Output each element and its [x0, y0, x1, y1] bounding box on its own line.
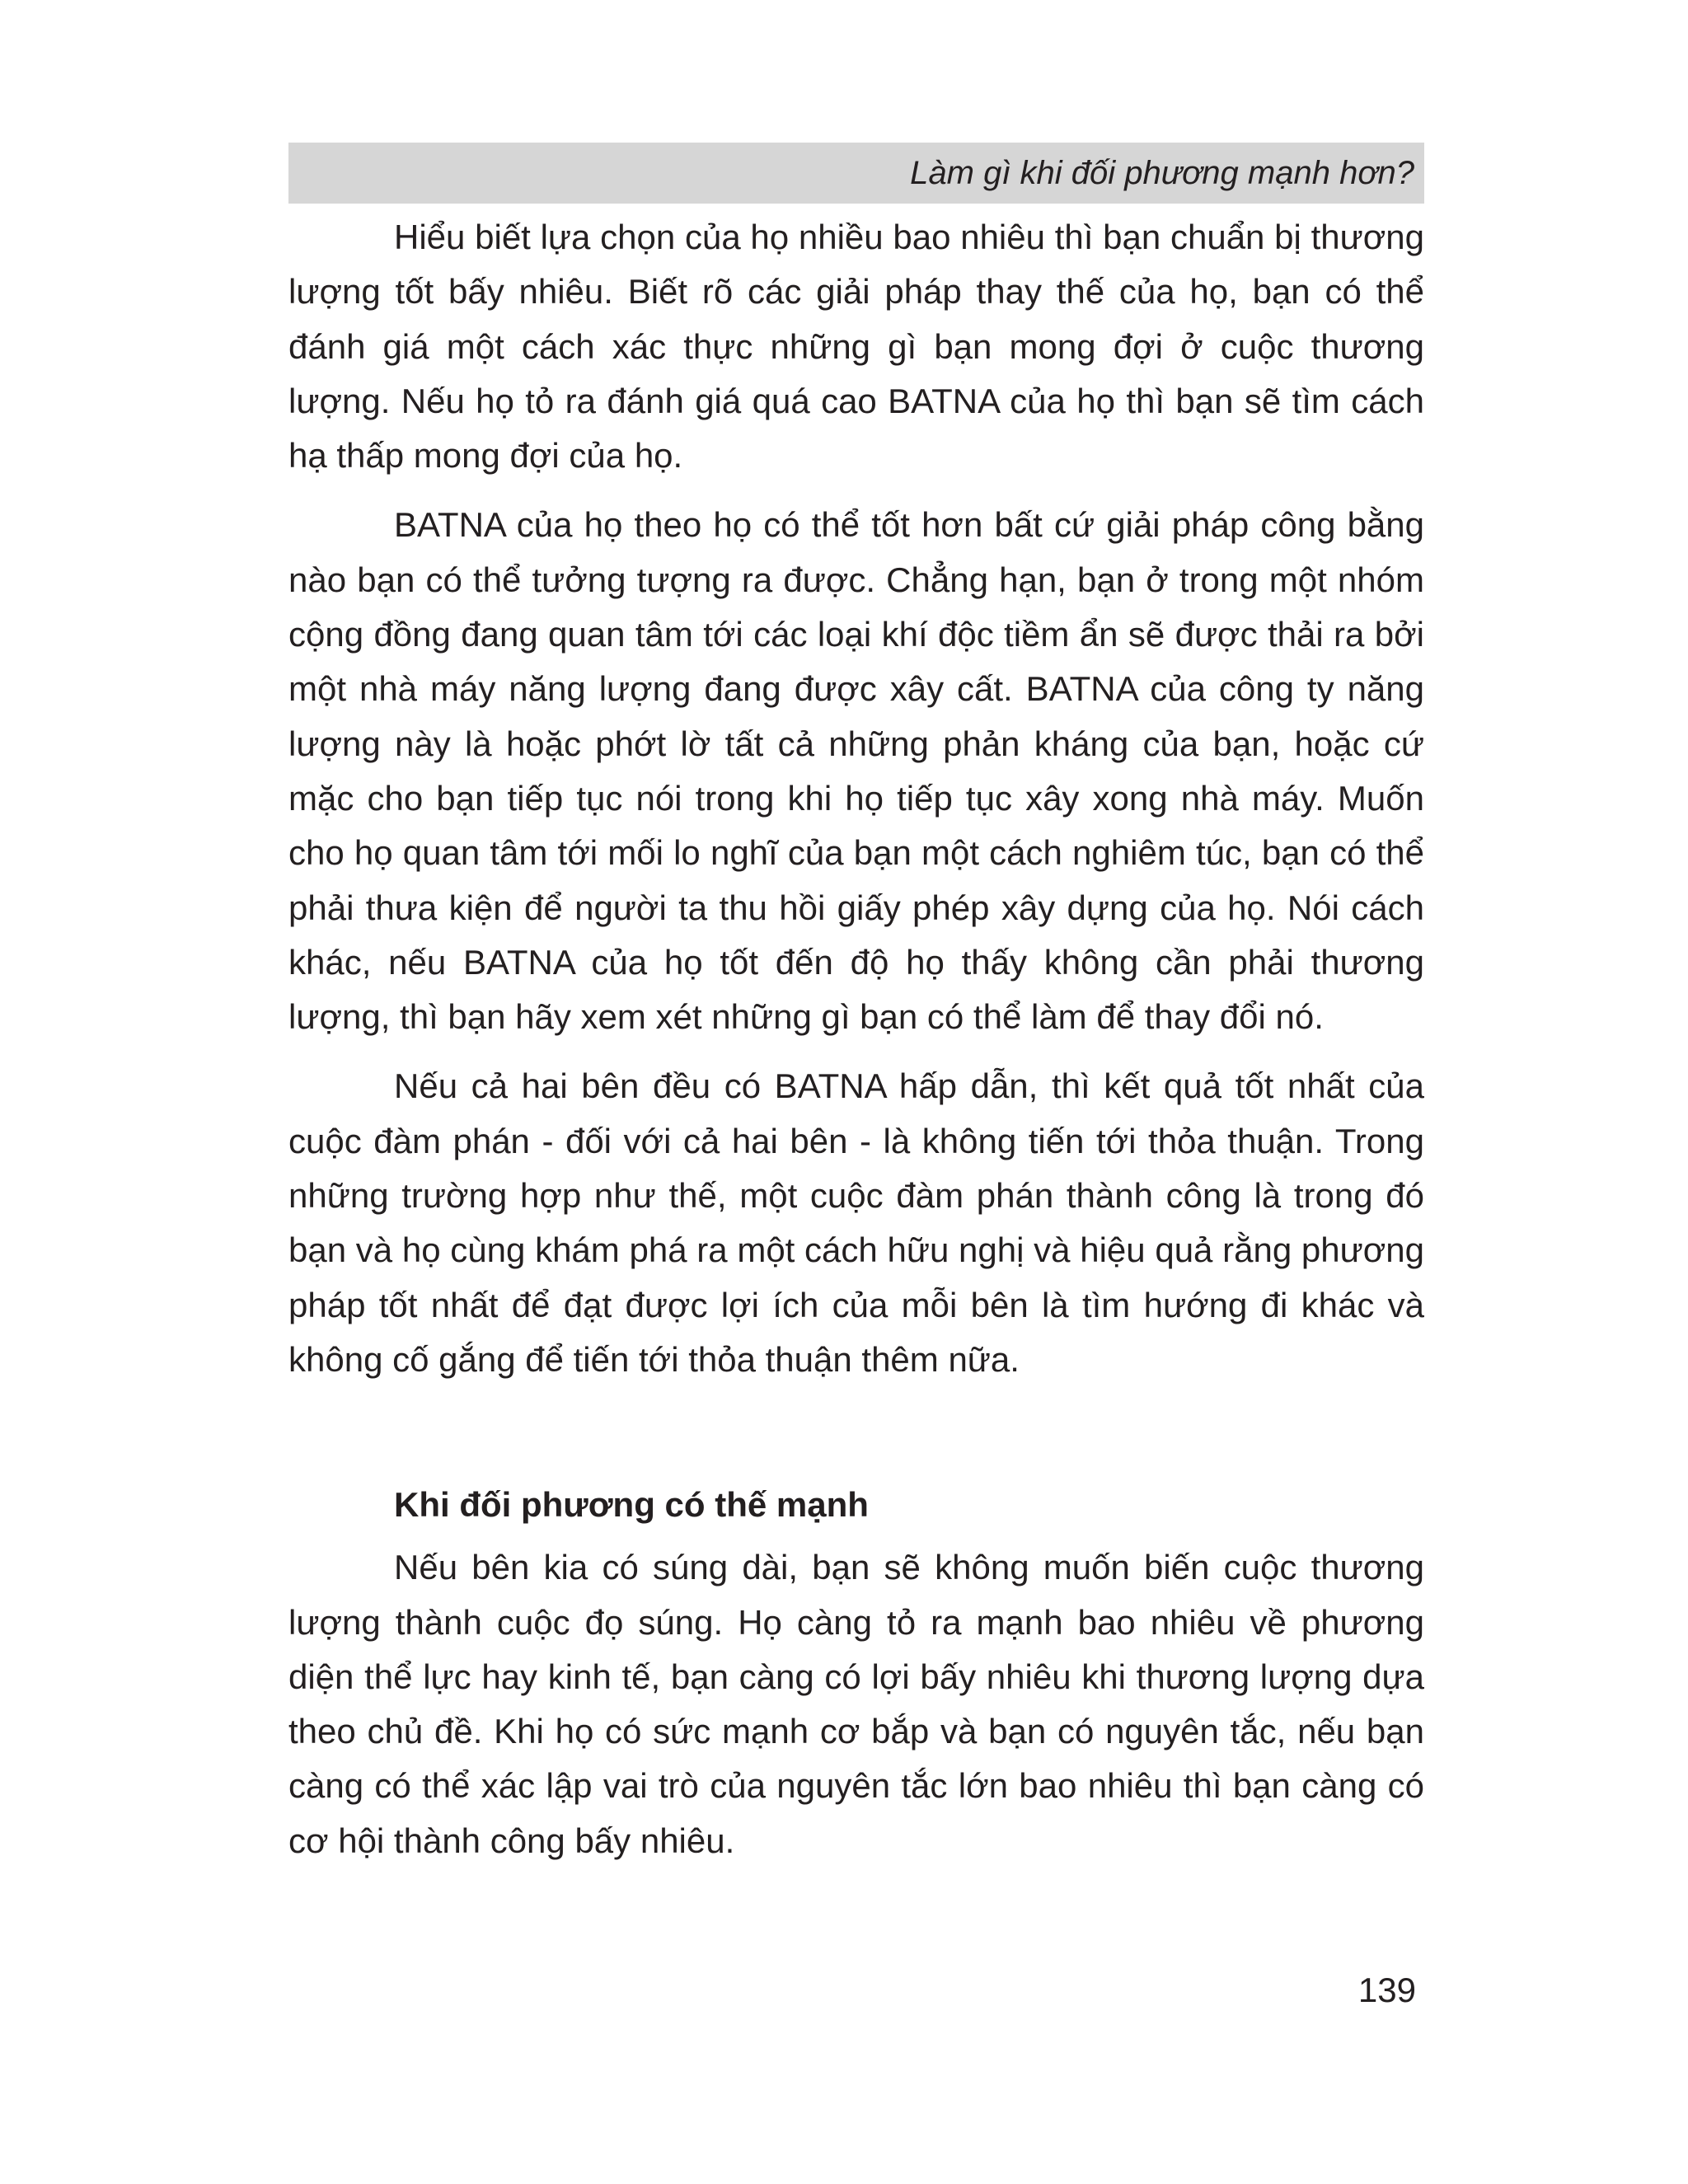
section-heading: Khi đối phương có thế mạnh: [394, 1485, 869, 1525]
running-title: Làm gì khi đối phương mạnh hơn?: [910, 155, 1414, 191]
body-paragraph-3: Nếu cả hai bên đều có BATNA hấp dẫn, thì kết quả tốt nhất của cuộc đàm phán - đối với cả hai bên - là không tiến tới thỏa thuận. Trong những trường hợp như thế, một cuộc đàm phán thành công là trong đó bạn và họ cùng khám phá ra một cách hữu nghị và hiệu quả rằng phương pháp tốt nhất để đạt được lợi ích của mỗi bên là tìm hướng đi khác và không cố gắng để tiến tới thỏa thuận thêm nữa.: [288, 1066, 1424, 1379]
body-paragraph-2: BATNA của họ theo họ có thể tốt hơn bất cứ giải pháp công bằng nào bạn có thể tưởng tượng ra được. Chẳng hạn, bạn ở trong một nhóm cộng đồng đang quan tâm tới các loại khí độc tiềm ẩn sẽ được thải ra bởi một nhà máy năng lượng đang được xây cất. BATNA của công ty năng lượng này là hoặc phớt lờ tất cả những phản kháng của bạn, hoặc cứ mặc cho bạn tiếp tục nói trong khi họ tiếp tục xây xong nhà máy. Muốn cho họ quan tâm tới mối lo nghĩ của bạn một cách nghiêm túc, bạn có thể phải thưa kiện để người ta thu hồi giấy phép xây dựng của họ. Nói cách khác, nếu BATNA của họ tốt đến độ họ thấy không cần phải thương lượng, thì bạn hãy xem xét những gì bạn có thể làm để thay đổi nó.: [288, 505, 1424, 1037]
page-number: 139: [1357, 1971, 1416, 2009]
page-body: [288, 210, 1424, 1883]
body-paragraph-1: Hiểu biết lựa chọn của họ nhiều bao nhiêu thì bạn chuẩn bị thương lượng tốt bấy nhiêu. Biết rõ các giải pháp thay thế của họ, bạn có thể đánh giá một cách xác thực những gì bạn mong đợi ở cuộc thương lượng. Nếu họ tỏ ra đánh giá quá cao BATNA của họ thì bạn sẽ tìm cách hạ thấp mong đợi của họ.: [288, 218, 1424, 476]
section-paragraph-1: Nếu bên kia có súng dài, bạn sẽ không muốn biến cuộc thương lượng thành cuộc đọ súng. Họ càng tỏ ra mạnh bao nhiêu về phương diện thể lực hay kinh tế, bạn càng có lợi bấy nhiêu khi thương lượng dựa theo chủ đề. Khi họ có sức mạnh cơ bắp và bạn có nguyên tắc, nếu bạn càng có thể xác lập vai trò của nguyên tắc lớn bao nhiêu thì bạn càng có cơ hội thành công bấy nhiêu.: [288, 1548, 1424, 1860]
running-header: [288, 143, 1424, 204]
